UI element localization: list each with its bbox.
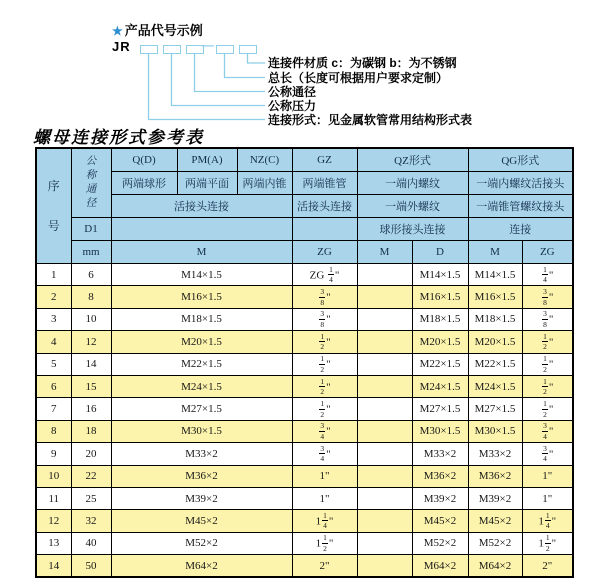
cell-seq: 9 [36, 443, 71, 465]
cell-m: M64×2 [111, 555, 292, 578]
cell-qg_m: M24×1.5 [468, 375, 522, 397]
cell-qz_d: M52×2 [412, 532, 468, 554]
cell-dn: 22 [71, 465, 111, 487]
cell-qg_zg: 1" [522, 487, 573, 509]
table-header [36, 148, 573, 264]
fraction: $\frac{1}{2}$ [320, 354, 325, 374]
header-qz-desc2: 一端外螺纹 [357, 195, 468, 218]
header-qg-connection: 连接 [468, 218, 573, 241]
code-box [140, 45, 158, 54]
cell-qz_m [357, 510, 412, 532]
code-separator: — [202, 38, 214, 52]
cell-gz: $\frac{3}{4}$ " [292, 420, 357, 442]
table-row [36, 443, 573, 465]
header-qg-m: M [468, 241, 522, 264]
cell-m: M20×1.5 [111, 331, 292, 353]
cell-qz_m [357, 420, 412, 442]
cell-qg_m: M30×1.5 [468, 420, 522, 442]
cell-qz_d: M33×2 [412, 443, 468, 465]
cell-m: M33×2 [111, 443, 292, 465]
cell-qg_zg: $\frac{1}{4}$ " [522, 264, 573, 286]
table-row [36, 264, 573, 286]
cell-gz: $\frac{3}{4}$ " [292, 443, 357, 465]
cell-qz_d: M24×1.5 [412, 375, 468, 397]
cell-gz: $\frac{1}{2}$ " [292, 331, 357, 353]
fraction: $\frac{1}{4}$ [329, 264, 333, 285]
cell-qz_d: M45×2 [412, 510, 468, 532]
table-row [36, 308, 573, 330]
header-blank [292, 218, 357, 241]
cell-seq: 10 [36, 465, 71, 487]
cell-qg_m: M52×2 [468, 532, 522, 554]
header-qg-form: QG形式 [468, 148, 573, 172]
cell-qz_m [357, 331, 412, 353]
table-row [36, 532, 573, 554]
cell-gz: 1" [292, 487, 357, 509]
table-row [36, 465, 573, 487]
header-nzc-desc: 两端内锥 [237, 172, 292, 195]
cell-qz_d: M20×1.5 [412, 331, 468, 353]
header-d1: D1 [71, 218, 111, 241]
fraction: $\frac{1}{2}$ [543, 376, 547, 397]
fraction: $\frac{1}{2}$ [320, 376, 325, 397]
cell-dn: 18 [71, 420, 111, 442]
cell-m: M45×2 [111, 510, 292, 532]
cell-qz_d: M27×1.5 [412, 398, 468, 420]
label-total-length: 总长（长度可根据用户要求定制） [268, 70, 449, 85]
header-row-1 [36, 148, 573, 172]
table-row [36, 398, 573, 420]
cell-gz: 1 $\frac{1}{4}$ " [292, 510, 357, 532]
cell-seq: 12 [36, 510, 71, 532]
product-code-title-text: 产品代号示例 [124, 23, 203, 38]
cell-gz: $\frac{1}{2}$ " [292, 353, 357, 375]
cell-qg_m: M36×2 [468, 465, 522, 487]
cell-m: M27×1.5 [111, 398, 292, 420]
fraction: $\frac{1}{2}$ [543, 354, 547, 374]
cell-dn: 16 [71, 398, 111, 420]
cell-seq: 4 [36, 331, 71, 353]
cell-qg_zg: 1 $\frac{1}{2}$ " [522, 532, 573, 554]
cell-gz: $\frac{3}{8}$ " [292, 286, 357, 308]
cell-dn: 50 [71, 555, 111, 578]
product-code-title [112, 20, 203, 39]
cell-qg_zg: $\frac{3}{4}$ " [522, 420, 573, 442]
cell-qg_m: M33×2 [468, 443, 522, 465]
cell-qg_m: M22×1.5 [468, 353, 522, 375]
table-title: 螺母连接形式参考表 [33, 128, 204, 147]
header-qz-d: D [412, 241, 468, 264]
cell-m: M36×2 [111, 465, 292, 487]
cell-gz: ZG $\frac{1}{4}$ " [292, 264, 357, 286]
product-code-prefix: JR [112, 39, 131, 54]
cell-seq: 7 [36, 398, 71, 420]
header-row-5 [36, 241, 573, 264]
fraction: $\frac{1}{4}$ [545, 510, 550, 531]
table-row [36, 510, 573, 532]
cell-gz: $\frac{1}{2}$ " [292, 375, 357, 397]
cell-seq: 3 [36, 308, 71, 330]
header-row-4 [36, 218, 573, 241]
code-box [239, 45, 257, 54]
cell-m: M14×1.5 [111, 264, 292, 286]
label-connection-form: 连接形式：见金属软管常用结构形式表 [268, 112, 473, 127]
header-thread-m: M [111, 241, 292, 264]
header-blank [111, 218, 292, 241]
header-row-2 [36, 172, 573, 195]
fraction: $\frac{1}{4}$ [323, 510, 327, 531]
cell-dn: 12 [71, 331, 111, 353]
header-row-3 [36, 195, 573, 218]
cell-qg_zg: $\frac{3}{8}$ " [522, 286, 573, 308]
cell-m: M18×1.5 [111, 308, 292, 330]
cell-seq: 6 [36, 375, 71, 397]
cell-gz: $\frac{3}{8}$ " [292, 308, 357, 330]
fraction: $\frac{1}{2}$ [320, 399, 325, 419]
cell-seq: 1 [36, 264, 71, 286]
cell-qg_zg: $\frac{3}{4}$ " [522, 443, 573, 465]
cell-m: M24×1.5 [111, 375, 292, 397]
cell-gz: $\frac{1}{2}$ " [292, 398, 357, 420]
cell-qz_d: M36×2 [412, 465, 468, 487]
cell-qz_m [357, 555, 412, 578]
star-icon: ★ [112, 24, 123, 38]
cell-qz_m [357, 375, 412, 397]
header-unit-mm: mm [71, 241, 111, 264]
header-qg-desc1: 一端内螺纹活接头 [468, 172, 573, 195]
table-body [36, 264, 573, 578]
cell-qg_zg: $\frac{1}{2}$ " [522, 353, 573, 375]
header-gz-desc: 两端锥管 [292, 172, 357, 195]
cell-m: M52×2 [111, 532, 292, 554]
fraction: $\frac{3}{8}$ [543, 287, 547, 307]
cell-qg_zg: 1 $\frac{1}{4}$ " [522, 510, 573, 532]
cell-seq: 2 [36, 286, 71, 308]
header-thread-zg: ZG [292, 241, 357, 264]
cell-qz_d: M39×2 [412, 487, 468, 509]
header-union-connection: 活接头连接 [111, 195, 292, 218]
table-row [36, 555, 573, 578]
cell-dn: 32 [71, 510, 111, 532]
header-qz-m: M [357, 241, 412, 264]
cell-m: M16×1.5 [111, 286, 292, 308]
cell-dn: 6 [71, 264, 111, 286]
cell-qg_m: M39×2 [468, 487, 522, 509]
cell-gz: 1" [292, 465, 357, 487]
table-row [36, 375, 573, 397]
header-qg-desc2: 一端锥管螺纹接头 [468, 195, 573, 218]
cell-qg_zg: $\frac{1}{2}$ " [522, 331, 573, 353]
cell-qg_zg: $\frac{1}{2}$ " [522, 375, 573, 397]
cell-qz_d: M16×1.5 [412, 286, 468, 308]
cell-qg_zg: 1" [522, 465, 573, 487]
cell-qg_zg: $\frac{3}{8}$ " [522, 308, 573, 330]
header-nominal-diameter: 公 称 通 径 [71, 148, 111, 218]
cell-qz_d: M22×1.5 [412, 353, 468, 375]
header-seq: 序 号 [36, 148, 71, 264]
fraction: $\frac{3}{4}$ [320, 421, 325, 441]
cell-dn: 15 [71, 375, 111, 397]
code-box [163, 45, 181, 54]
cell-qg_m: M18×1.5 [468, 308, 522, 330]
header-pma-desc: 两端平面 [177, 172, 237, 195]
table-row [36, 331, 573, 353]
cell-dn: 14 [71, 353, 111, 375]
cell-seq: 11 [36, 487, 71, 509]
fraction: $\frac{1}{2}$ [543, 399, 547, 419]
header-pma: PM(A) [177, 148, 237, 172]
cell-qg_zg: $\frac{1}{2}$ " [522, 398, 573, 420]
cell-seq: 5 [36, 353, 71, 375]
table-row [36, 353, 573, 375]
header-qg-zg: ZG [522, 241, 573, 264]
cell-qz_m [357, 532, 412, 554]
header-qz-desc1: 一端内螺纹 [357, 172, 468, 195]
label-nominal-pressure: 公称压力 [268, 98, 317, 113]
cell-qz_m [357, 308, 412, 330]
cell-dn: 25 [71, 487, 111, 509]
cell-gz: 2" [292, 555, 357, 578]
fraction: $\frac{1}{2}$ [545, 533, 550, 553]
fraction: $\frac{3}{4}$ [543, 421, 547, 441]
cell-m: M22×1.5 [111, 353, 292, 375]
cell-qz_m [357, 264, 412, 286]
cell-dn: 8 [71, 286, 111, 308]
header-gz-connection: 活接头连接 [292, 195, 357, 218]
fraction: $\frac{1}{2}$ [543, 331, 547, 352]
header-qd: Q(D) [111, 148, 177, 172]
fraction: $\frac{1}{2}$ [323, 533, 327, 553]
fraction: $\frac{3}{8}$ [320, 309, 325, 329]
cell-qz_m [357, 443, 412, 465]
cell-qz_m [357, 398, 412, 420]
table-row [36, 286, 573, 308]
cell-qg_m: M27×1.5 [468, 398, 522, 420]
fraction: $\frac{3}{8}$ [320, 287, 325, 307]
cell-dn: 40 [71, 532, 111, 554]
cell-seq: 14 [36, 555, 71, 578]
cell-qz_d: M30×1.5 [412, 420, 468, 442]
cell-qz_d: M64×2 [412, 555, 468, 578]
header-qd-desc: 两端球形 [111, 172, 177, 195]
cell-seq: 8 [36, 420, 71, 442]
cell-qg_zg: 2" [522, 555, 573, 578]
table-row [36, 420, 573, 442]
cell-seq: 13 [36, 532, 71, 554]
fraction: $\frac{3}{8}$ [543, 309, 547, 329]
cell-qz_m [357, 465, 412, 487]
cell-qz_m [357, 353, 412, 375]
label-nominal-diameter: 公称通径 [268, 84, 317, 99]
cell-m: M30×1.5 [111, 420, 292, 442]
table-row [36, 487, 573, 509]
cell-qg_m: M14×1.5 [468, 264, 522, 286]
cell-gz: 1 $\frac{1}{2}$ " [292, 532, 357, 554]
cell-qz_d: M18×1.5 [412, 308, 468, 330]
nut-connection-table [35, 147, 574, 578]
cell-qg_m: M20×1.5 [468, 331, 522, 353]
header-qz-connection: 球形接头连接 [357, 218, 468, 241]
header-qz-form: QZ形式 [357, 148, 468, 172]
cell-qz_d: M14×1.5 [412, 264, 468, 286]
label-material: 连接件材质 c：为碳钢 b：为不锈钢 [268, 56, 457, 70]
header-nzc: NZ(C) [237, 148, 292, 172]
cell-m: M39×2 [111, 487, 292, 509]
cell-qg_m: M64×2 [468, 555, 522, 578]
cell-qg_m: M45×2 [468, 510, 522, 532]
fraction: $\frac{1}{4}$ [543, 264, 547, 285]
fraction: $\frac{3}{4}$ [320, 443, 325, 464]
cell-dn: 10 [71, 308, 111, 330]
code-box [216, 45, 234, 54]
fraction: $\frac{3}{4}$ [543, 443, 547, 464]
cell-qg_m: M16×1.5 [468, 286, 522, 308]
fraction: $\frac{1}{2}$ [320, 331, 325, 352]
cell-qz_m [357, 487, 412, 509]
cell-dn: 20 [71, 443, 111, 465]
header-gz: GZ [292, 148, 357, 172]
cell-qz_m [357, 286, 412, 308]
